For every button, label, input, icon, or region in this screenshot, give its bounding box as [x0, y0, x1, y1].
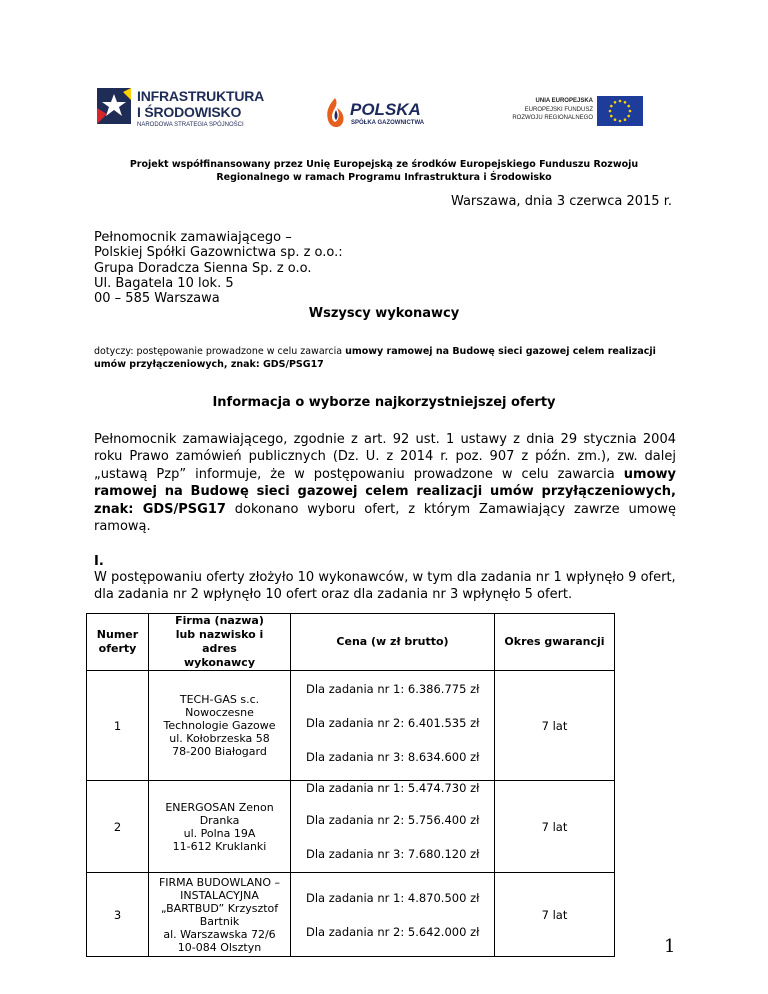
price-line: Dla zadania nr 3: 7.680.120 zł: [306, 846, 480, 861]
price-line: Dla zadania nr 2: 5.642.000 zł: [306, 924, 480, 939]
section-text: W postępowaniu oferty złożyło 10 wykonawców, w tym dla zadania nr 1 wpłynęło 9 ofert, dla zadania nr 2 wpłynęło 10 ofert oraz dla zadania nr 3 wpłynęło 5 ofert.: [94, 570, 676, 603]
paragraph-part2: dokonano wyboru ofert, z którym Zamawiający zawrze umowę ramową.: [94, 501, 676, 535]
address-line: Polskiej Spółki Gazownictwa sp. z o.o.:: [94, 245, 343, 261]
header-firm: Firma (nazwa) lub nazwisko i adres wykonawcy: [149, 614, 291, 671]
firm-line: ul. Kołobrzeska 58: [169, 732, 270, 745]
recipients-heading: Wszyscy wykonawcy: [308, 306, 460, 321]
table-row: [87, 873, 615, 957]
price-line: Dla zadania nr 2: 5.756.400 zł: [306, 812, 480, 827]
offer-prices: [291, 781, 495, 873]
star-flag-icon: [97, 88, 131, 124]
offer-warranty: 7 lat: [495, 873, 615, 957]
offer-number: 3: [87, 873, 149, 957]
firm-line: 78-200 Białogard: [172, 745, 267, 758]
document-title: Informacja o wyborze najkorzystniejszej oferty: [212, 395, 556, 410]
address-line: Pełnomocnik zamawiającego –: [94, 230, 292, 245]
eu-flag-icon: [597, 96, 643, 126]
cofinance-line1: Projekt współfinansowany przez Unię Europejską ze środków Europejskiego Funduszu Rozwoju: [129, 159, 639, 170]
offer-firm: [149, 873, 291, 957]
logo-eu: [500, 96, 645, 126]
address-line: Ul. Bagatela 10 lok. 5: [94, 275, 234, 291]
offer-warranty: 7 lat: [495, 781, 615, 873]
firm-line: 10-084 Olsztyn: [177, 940, 262, 954]
price-line: Dla zadania nr 1: 6.386.775 zł: [306, 681, 480, 696]
logo-psg: [324, 96, 434, 132]
cofinance-note: [60, 158, 708, 184]
section-number: I.: [94, 554, 104, 569]
page-number: 1: [664, 936, 676, 957]
cofinance-line2: Regionalnego w ramach Programu Infrastruktura i Środowisko: [216, 172, 552, 183]
firm-line: INSTALACYJNA: [180, 888, 259, 902]
table-row: [87, 671, 615, 781]
firm-line: „BARTBUD” Krzysztof Bartnik: [160, 901, 279, 928]
firm-line: al. Warszawska 72/6: [163, 927, 276, 941]
price-line: Dla zadania nr 1: 5.474.730 zł: [306, 780, 480, 795]
eu-line1: UNIA EUROPEJSKA: [535, 98, 593, 104]
offer-firm: [149, 671, 291, 781]
firm-line: FIRMA BUDOWLANO –: [158, 875, 281, 889]
firm-line: Technologie Gazowe: [163, 719, 276, 732]
offer-number: 1: [87, 671, 149, 781]
firm-line: 11-612 Kruklanki: [172, 839, 267, 853]
offer-prices: [291, 873, 495, 957]
main-paragraph: [94, 431, 676, 535]
psg-subtitle: SPÓŁKA GAZOWNICTWA: [351, 120, 425, 126]
psg-name: POLSKA: [350, 100, 421, 119]
address-line: Grupa Doradcza Sienna Sp. z o.o.: [94, 260, 312, 276]
offer-number: 2: [87, 781, 149, 873]
address-line: 00 – 585 Warszawa: [94, 291, 220, 307]
paragraph-subject: umowy ramowej na Budowę sieci gazowej celem realizacji umów przyłączeniowych, znak: GDS/PSG17: [94, 466, 676, 517]
header-price: Cena (w zł brutto): [291, 614, 495, 671]
table-header-row: [87, 614, 615, 671]
firm-line: ul. Polna 19A: [183, 826, 256, 840]
infra-title-line1: INFRASTRUKTURA: [137, 88, 265, 104]
offers-table: [86, 613, 615, 957]
regarding-prefix: dotyczy: postępowanie prowadzone w celu zawarcia: [94, 346, 346, 357]
price-line: Dla zadania nr 1: 4.870.500 zł: [306, 890, 480, 905]
price-line: Dla zadania nr 3: 8.634.600 zł: [306, 749, 480, 764]
offer-prices: [291, 671, 495, 781]
offer-firm: [149, 781, 291, 873]
firm-line: TECH-GAS s.c. Nowoczesne: [179, 693, 260, 719]
regarding-subject: umowy ramowej na Budowę sieci gazowej celem realizacji umów przyłączeniowych, znak: GDS/PSG17: [94, 346, 656, 370]
price-line: Dla zadania nr 2: 6.401.535 zł: [306, 715, 480, 730]
infra-title-line2: I ŚRODOWISKO: [137, 104, 242, 120]
regarding-note: [94, 345, 676, 371]
eu-line2: EUROPEJSKI FUNDUSZ: [524, 107, 593, 113]
logo-infrastruktura: [97, 86, 272, 134]
header-number: Numer oferty: [87, 614, 149, 671]
firm-line: ENERGOSAN Zenon Dranka: [165, 800, 274, 827]
offer-warranty: 7 lat: [495, 671, 615, 781]
document-date: Warszawa, dnia 3 czerwca 2015 r.: [450, 194, 672, 209]
eu-line3: ROZWOJU REGIONALNEGO: [512, 115, 593, 121]
paragraph-part1: Pełnomocnik zamawiającego, zgodnie z art. 92 ust. 1 ustawy z dnia 29 stycznia 2004 roku Prawo zamówień publicznych (Dz. U. z 2014 r. poz. 907 z późn. zm.), zw. dalej „ustawą Pzp” informuje, że w postępowaniu prowadzone w celu zawarcia: [94, 432, 676, 482]
table-row: [87, 781, 615, 873]
header-warranty: Okres gwarancji: [495, 614, 615, 671]
infra-subtitle: NARODOWA STRATEGIA SPÓJNOŚCI: [137, 122, 244, 128]
sender-address: [94, 230, 343, 306]
flame-icon: [324, 96, 346, 132]
